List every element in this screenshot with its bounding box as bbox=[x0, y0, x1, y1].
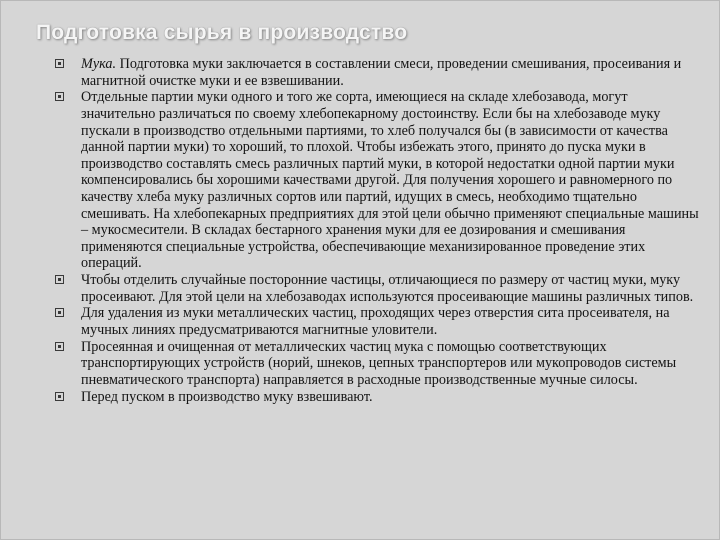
bullet-text: Для удаления из муки металлических частиц, проходящих через отверстия сита просеивателя, на мучных линиях предусматриваются магнитные уловители. bbox=[81, 305, 670, 339]
square-bullet-icon bbox=[55, 392, 64, 401]
bullet-item-flour bbox=[53, 56, 703, 89]
bullet-text: Подготовка муки заключается в составлении смеси, проведении смешивания, просеивания и магнитной очистке муки и ее взвешивании. bbox=[81, 56, 682, 89]
bullet-text: Просеянная и очищенная от металлических частиц мука с помощью соответствующих транспортирующих устройств (норий, шнеков, цепных транспортеров или мукопроводов системы пневматического транспорта) направляется в расходные производственные мучные силосы. bbox=[81, 338, 677, 389]
bullet-item-sifting bbox=[53, 272, 703, 305]
square-bullet-icon bbox=[55, 308, 64, 317]
bullet-text: Перед пуском в производство муку взвешивают. bbox=[81, 388, 373, 405]
bullet-item-transport bbox=[53, 339, 703, 389]
bullet-lead: Мука. bbox=[81, 56, 117, 72]
square-bullet-icon bbox=[55, 92, 64, 101]
square-bullet-icon bbox=[55, 342, 64, 351]
bullet-item-magnetic bbox=[53, 305, 703, 338]
bullet-item-weighing bbox=[53, 389, 703, 406]
bullet-text: Отдельные партии муки одного и того же сорта, имеющиеся на складе хлебозавода, могут значительно различаться по своему хлебопекарному достоинству. Если бы на хлебозаводе муку пускали в производство отдельными партиями, то хлеб получался бы (в зависимости от качества данной партии муки) то хороший, то плохой. Чтобы избежать этого, принято до пуска муки в производство составлять смесь различных партий муки, в которой недостатки одной партии муки компенсировались бы хорошими качествами другой. Для получения хорошего и равномерного по качеству хлеба муку различных сортов или партий, идущих в смесь, необходимо тщательно смешивать. На хлебопекарных предприятиях для этой цели обычно применяют специальные машины – мукосмесители. В складах бестарного хранения муки для ее дозирования и смешивания применяются специальные устройства, обеспечивающие механизированное проведение этих операций. bbox=[81, 89, 699, 272]
bullet-list bbox=[53, 56, 703, 406]
slide-title: Подготовка сырья в производство bbox=[36, 21, 408, 44]
square-bullet-icon bbox=[55, 275, 64, 284]
bullet-text: Чтобы отделить случайные посторонние частицы, отличающиеся по размеру от частиц муки, муку просеивают. Для этой цели на хлебозаводах используются просеивающие машины различных типов. bbox=[81, 272, 694, 305]
square-bullet-icon bbox=[55, 59, 64, 68]
bullet-item-mixing bbox=[53, 89, 703, 272]
